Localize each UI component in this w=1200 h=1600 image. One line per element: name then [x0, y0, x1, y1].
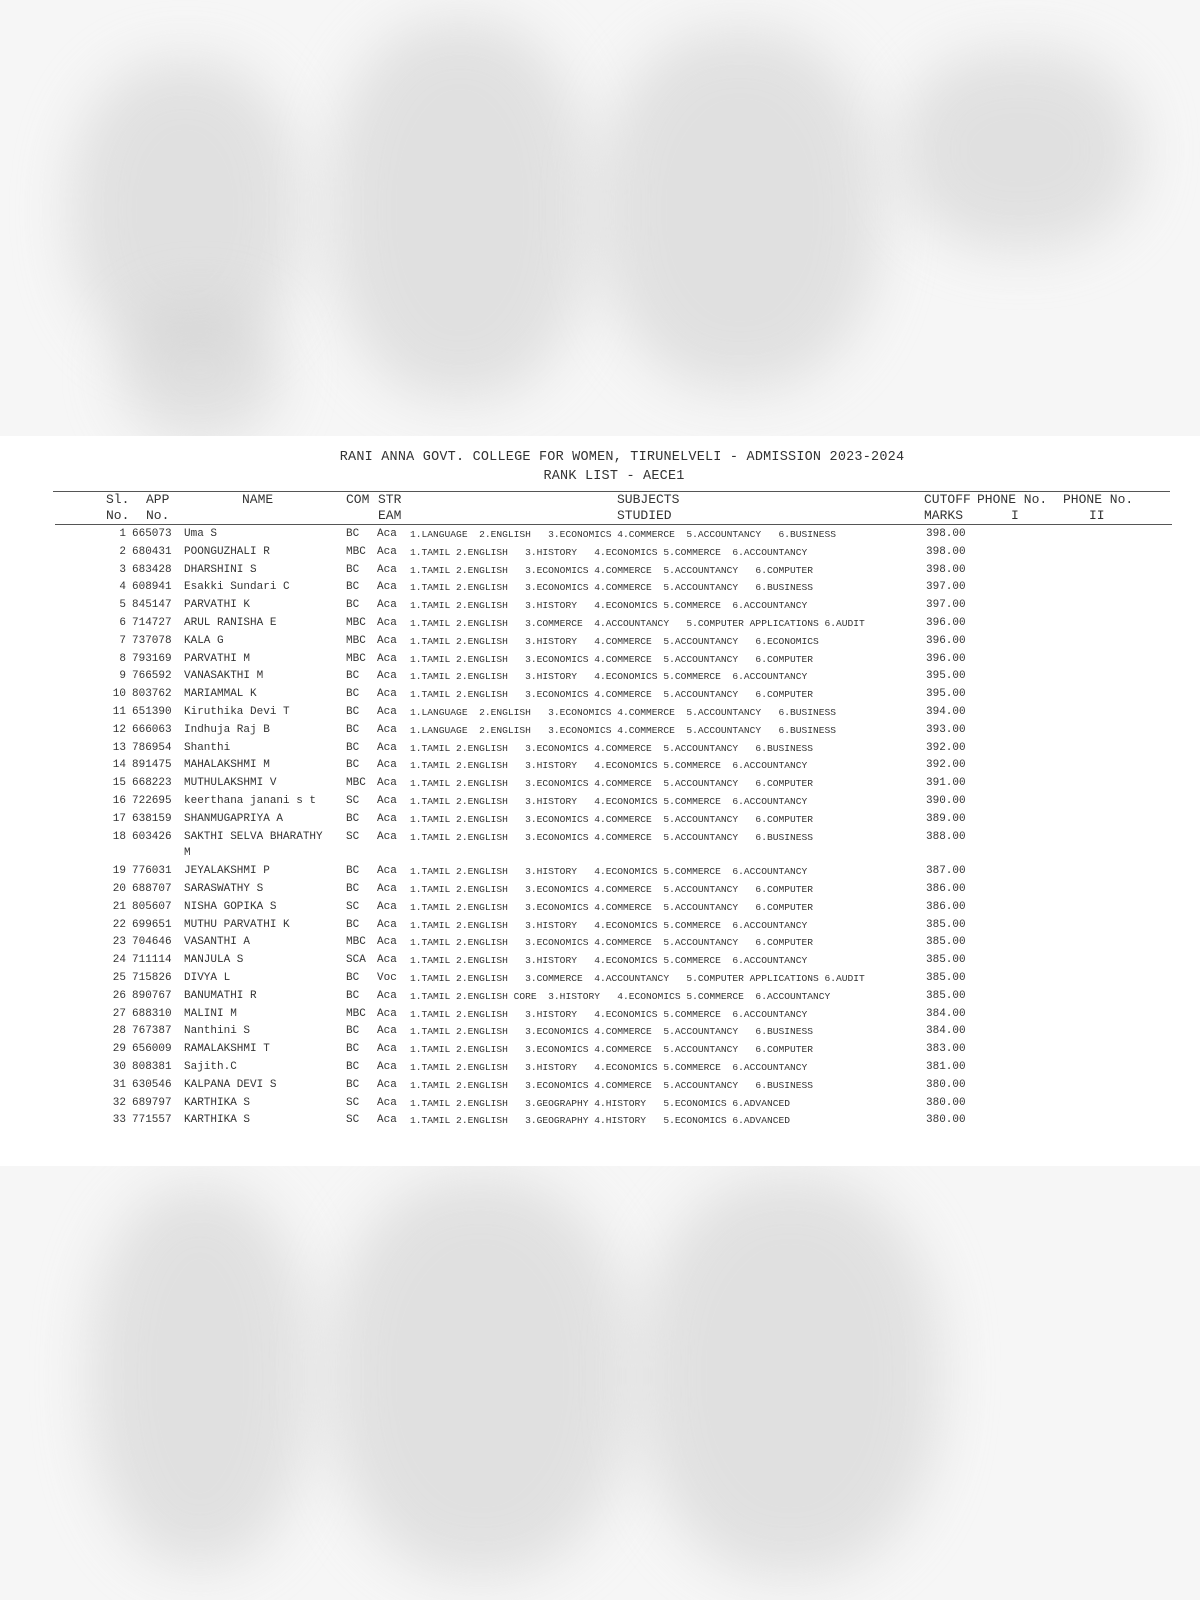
cell-name: RAMALAKSHMI T	[184, 1043, 270, 1056]
cell-community: MBC	[346, 1007, 366, 1020]
cell-name: SARASWATHY S	[184, 882, 264, 895]
cell-subjects: 1.TAMIL 2.ENGLISH 3.HISTORY 4.ECONOMICS 5.COMMERCE 6.ACCOUNTANCY	[410, 760, 808, 772]
cell-subjects: 1.TAMIL 2.ENGLISH 3.ECONOMICS 4.COMMERCE 5.ACCOUNTANCY 6.BUSINESS	[410, 582, 814, 594]
table-row	[0, 917, 1200, 935]
cell-stream: Voc	[377, 971, 397, 984]
cell-appno: 786954	[132, 741, 172, 754]
cell-stream: Aca	[377, 1007, 397, 1020]
cell-name: ARUL RANISHA E	[184, 617, 277, 629]
cell-subjects: 1.TAMIL 2.ENGLISH 3.HISTORY 4.ECONOMICS 5.COMMERCE 6.ACCOUNTANCY	[410, 546, 808, 558]
cell-cutoff: 391.00	[926, 777, 966, 790]
header-community: COM	[346, 492, 370, 507]
cell-cutoff: 385.00	[926, 971, 966, 984]
cell-name: KARTHIKA S	[184, 1114, 251, 1127]
table-row	[0, 651, 1200, 669]
cell-name: Kiruthika Devi T	[184, 706, 290, 718]
cell-community: SC	[346, 1114, 360, 1127]
cell-slno: 24	[112, 954, 126, 967]
cell-appno: 688310	[132, 1007, 172, 1020]
cell-community: BC	[346, 882, 360, 895]
header-slno-bottom: No.	[106, 508, 130, 523]
cell-slno: 12	[112, 723, 126, 736]
cell-community: SC	[346, 1096, 360, 1109]
cell-stream: Aca	[377, 545, 397, 558]
cell-slno: 30	[112, 1060, 126, 1073]
table-row	[0, 722, 1200, 740]
cell-cutoff: 392.00	[926, 759, 966, 772]
cell-community: BC	[346, 688, 360, 701]
cell-community: BC	[346, 599, 360, 612]
cell-name: SHANMUGAPRIYA A	[184, 812, 284, 825]
cell-community: BC	[346, 723, 360, 736]
cell-community: MBC	[346, 617, 366, 629]
table-row	[0, 970, 1200, 988]
cell-slno: 27	[112, 1007, 126, 1020]
table-row	[0, 1059, 1200, 1077]
table-row	[0, 793, 1200, 811]
cell-cutoff: 384.00	[926, 1007, 966, 1020]
cell-cutoff: 385.00	[926, 989, 966, 1002]
cell-name: Esakki Sundari C	[184, 581, 290, 594]
table-row	[0, 988, 1200, 1006]
table-row	[0, 881, 1200, 899]
cell-cutoff: 397.00	[926, 581, 966, 594]
table-row	[0, 757, 1200, 775]
cell-stream: Aca	[377, 989, 397, 1002]
cell-slno: 29	[112, 1043, 126, 1056]
cell-subjects: 1.TAMIL 2.ENGLISH 3.ECONOMICS 4.COMMERCE 5.ACCOUNTANCY 6.COMPUTER	[410, 564, 814, 576]
cell-name: KALA G	[184, 634, 224, 647]
cell-stream: Aca	[377, 954, 397, 967]
cell-name: Nanthini S	[184, 1025, 251, 1038]
cell-appno: 890767	[132, 989, 172, 1002]
cell-cutoff: 395.00	[926, 688, 966, 701]
cell-stream: Aca	[377, 900, 397, 913]
cell-subjects: 1.TAMIL 2.ENGLISH 3.HISTORY 4.ECONOMICS 5.COMMERCE 6.ACCOUNTANCY	[410, 1061, 808, 1073]
cell-community: BC	[346, 741, 360, 754]
table-row	[0, 934, 1200, 952]
cell-appno: 603426	[132, 830, 172, 843]
cell-name: DIVYA L	[184, 971, 231, 984]
cell-community: MBC	[346, 652, 366, 665]
cell-name: MARIAMMAL K	[184, 688, 257, 701]
cell-name: JEYALAKSHMI P	[184, 865, 270, 878]
cell-community: BC	[346, 759, 360, 772]
cell-community: BC	[346, 706, 360, 718]
cell-community: SCA	[346, 954, 366, 967]
cell-slno: 17	[112, 812, 126, 825]
blurred-background-bottom	[0, 1166, 1200, 1600]
blurred-background-top	[0, 0, 1200, 436]
cell-appno: 668223	[132, 777, 172, 790]
cell-appno: 767387	[132, 1025, 172, 1038]
cell-name: MUTHU PARVATHI K	[184, 918, 290, 931]
cell-community: MBC	[346, 936, 366, 949]
cell-appno: 776031	[132, 865, 172, 878]
cell-stream: Aca	[377, 777, 397, 790]
cell-subjects: 1.TAMIL 2.ENGLISH 3.HISTORY 4.COMMERCE 5.ACCOUNTANCY 6.ECONOMICS	[410, 635, 819, 647]
cell-appno: 805607	[132, 900, 172, 913]
cell-community: BC	[346, 812, 360, 825]
cell-cutoff: 396.00	[926, 634, 966, 647]
cell-slno: 11	[112, 706, 126, 718]
table-row	[0, 562, 1200, 580]
cell-slno: 22	[112, 918, 126, 931]
cell-cutoff: 393.00	[926, 723, 966, 736]
cell-stream: Aca	[377, 563, 397, 576]
cell-appno: 651390	[132, 706, 172, 718]
cell-stream: Aca	[377, 918, 397, 931]
cell-slno: 31	[112, 1078, 126, 1091]
cell-slno: 7	[119, 634, 126, 647]
cell-stream: Aca	[377, 634, 397, 647]
table-row	[0, 829, 1200, 859]
table-row	[0, 1023, 1200, 1041]
cell-appno: 630546	[132, 1078, 172, 1091]
table-row	[0, 1095, 1200, 1113]
cell-stream: Aca	[377, 581, 397, 594]
table-row	[0, 899, 1200, 917]
cell-community: BC	[346, 1043, 360, 1056]
cell-cutoff: 380.00	[926, 1078, 966, 1091]
cell-appno: 722695	[132, 795, 172, 807]
cell-slno: 10	[112, 688, 126, 701]
cell-subjects: 1.TAMIL 2.ENGLISH 3.ECONOMICS 4.COMMERCE 5.ACCOUNTANCY 6.BUSINESS	[410, 742, 814, 754]
table-row	[0, 615, 1200, 633]
cell-slno: 21	[112, 900, 126, 913]
header-cutoff-top: CUTOFF	[924, 492, 971, 507]
cell-subjects: 1.TAMIL 2.ENGLISH 3.HISTORY 4.ECONOMICS 5.COMMERCE 6.ACCOUNTANCY	[410, 671, 808, 683]
cell-subjects: 1.TAMIL 2.ENGLISH 3.HISTORY 4.ECONOMICS 5.COMMERCE 6.ACCOUNTANCY	[410, 866, 808, 878]
cell-cutoff: 385.00	[926, 936, 966, 949]
cell-appno: 737078	[132, 634, 172, 647]
cell-stream: Aca	[377, 1043, 397, 1056]
cell-subjects: 1.TAMIL 2.ENGLISH 3.ECONOMICS 4.COMMERCE 5.ACCOUNTANCY 6.COMPUTER	[410, 653, 814, 665]
cell-slno: 28	[112, 1025, 126, 1038]
table-row	[0, 579, 1200, 597]
table-row	[0, 597, 1200, 615]
cell-stream: Aca	[377, 795, 397, 807]
header-cutoff-bottom: MARKS	[924, 508, 964, 523]
cell-appno: 689797	[132, 1096, 172, 1109]
cell-appno: 699651	[132, 918, 172, 931]
cell-community: BC	[346, 1025, 360, 1038]
cell-slno: 6	[119, 617, 126, 629]
cell-community: MBC	[346, 634, 366, 647]
cell-cutoff: 398.00	[926, 528, 966, 540]
cell-subjects: 1.TAMIL 2.ENGLISH 3.ECONOMICS 4.COMMERCE 5.ACCOUNTANCY 6.BUSINESS	[410, 1079, 814, 1091]
header-stream-top: STR	[378, 492, 402, 507]
table-row	[0, 1041, 1200, 1059]
cell-community: BC	[346, 1078, 360, 1091]
header-phone1-top: PHONE No.	[977, 492, 1048, 507]
cell-appno: 766592	[132, 670, 172, 683]
table-row	[0, 668, 1200, 686]
cell-subjects: 1.TAMIL 2.ENGLISH 3.ECONOMICS 4.COMMERCE 5.ACCOUNTANCY 6.BUSINESS	[410, 831, 814, 843]
header-phone1-bottom: I	[1011, 508, 1019, 523]
cell-name: VANASAKTHI M	[184, 670, 264, 683]
cell-cutoff: 384.00	[926, 1025, 966, 1038]
cell-slno: 1	[119, 528, 126, 540]
cell-subjects: 1.LANGUAGE 2.ENGLISH 3.ECONOMICS 4.COMMERCE 5.ACCOUNTANCY 6.BUSINESS	[410, 707, 837, 718]
cell-slno: 33	[112, 1114, 126, 1127]
cell-appno: 714727	[132, 617, 172, 629]
table-row	[0, 775, 1200, 793]
cell-slno: 26	[112, 989, 126, 1002]
cell-cutoff: 390.00	[926, 795, 966, 807]
cell-subjects: 1.TAMIL 2.ENGLISH 3.ECONOMICS 4.COMMERCE 5.ACCOUNTANCY 6.COMPUTER	[410, 901, 814, 913]
cell-subjects: 1.LANGUAGE 2.ENGLISH 3.ECONOMICS 4.COMMERCE 5.ACCOUNTANCY 6.BUSINESS	[410, 724, 837, 736]
cell-cutoff: 396.00	[926, 652, 966, 665]
table-row	[0, 863, 1200, 881]
cell-stream: Aca	[377, 528, 397, 540]
cell-subjects: 1.TAMIL 2.ENGLISH CORE 3.HISTORY 4.ECONOMICS 5.COMMERCE 6.ACCOUNTANCY	[410, 990, 831, 1002]
cell-name: SAKTHI SELVA BHARATHY	[184, 830, 323, 843]
cell-community: BC	[346, 971, 360, 984]
cell-name: POONGUZHALI R	[184, 545, 270, 558]
cell-appno: 666063	[132, 723, 172, 736]
cell-name: keerthana janani s t	[184, 795, 317, 807]
cell-subjects: 1.TAMIL 2.ENGLISH 3.GEOGRAPHY 4.HISTORY 5.ECONOMICS 6.ADVANCED	[410, 1097, 790, 1109]
cell-name: VASANTHI A	[184, 936, 251, 949]
header-appno-top: APP	[146, 492, 170, 507]
cell-name: KALPANA DEVI S	[184, 1078, 277, 1091]
cell-appno: 845147	[132, 599, 172, 612]
cell-cutoff: 381.00	[926, 1060, 966, 1073]
cell-stream: Aca	[377, 936, 397, 949]
table-row	[0, 686, 1200, 704]
cell-appno: 680431	[132, 545, 172, 558]
table-row	[0, 952, 1200, 970]
cell-slno: 8	[119, 652, 126, 665]
cell-cutoff: 398.00	[926, 563, 966, 576]
cell-name: MUTHULAKSHMI V	[184, 777, 277, 790]
cell-stream: Aca	[377, 670, 397, 683]
cell-subjects: 1.TAMIL 2.ENGLISH 3.HISTORY 4.ECONOMICS 5.COMMERCE 6.ACCOUNTANCY	[410, 919, 808, 931]
cell-community: SC	[346, 795, 360, 807]
cell-appno: 656009	[132, 1043, 172, 1056]
cell-subjects: 1.TAMIL 2.ENGLISH 3.HISTORY 4.ECONOMICS 5.COMMERCE 6.ACCOUNTANCY	[410, 955, 808, 967]
cell-cutoff: 392.00	[926, 741, 966, 754]
cell-stream: Aca	[377, 1114, 397, 1127]
cell-subjects: 1.TAMIL 2.ENGLISH 3.COMMERCE 4.ACCOUNTANCY 5.COMPUTER APPLICATIONS 6.AUDIT	[410, 618, 865, 629]
cell-slno: 25	[112, 971, 126, 984]
table-row	[0, 526, 1200, 544]
cell-name: MALINI M	[184, 1007, 237, 1020]
cell-stream: Aca	[377, 706, 397, 718]
cell-name: KARTHIKA S	[184, 1096, 251, 1109]
cell-appno: 803762	[132, 688, 172, 701]
cell-community: MBC	[346, 777, 366, 790]
cell-appno: 771557	[132, 1114, 172, 1127]
cell-stream: Aca	[377, 830, 397, 843]
table-row	[0, 704, 1200, 722]
header-subjects-bottom: STUDIED	[617, 508, 672, 523]
cell-subjects: 1.TAMIL 2.ENGLISH 3.ECONOMICS 4.COMMERCE 5.ACCOUNTANCY 6.COMPUTER	[410, 1044, 814, 1056]
cell-community: SC	[346, 830, 360, 843]
cell-slno: 4	[119, 581, 126, 594]
header-name: NAME	[242, 492, 274, 507]
cell-stream: Aca	[377, 617, 397, 629]
cell-slno: 32	[112, 1096, 126, 1109]
cell-appno: 891475	[132, 759, 172, 772]
cell-appno: 793169	[132, 652, 172, 665]
cell-appno: 808381	[132, 1060, 172, 1073]
cell-stream: Aca	[377, 1060, 397, 1073]
cell-name: Sajith.C	[184, 1060, 237, 1073]
cell-slno: 14	[112, 759, 126, 772]
cell-community: MBC	[346, 545, 366, 558]
cell-cutoff: 396.00	[926, 617, 966, 629]
cell-cutoff: 388.00	[926, 830, 966, 843]
cell-appno: 715826	[132, 971, 172, 984]
cell-stream: Aca	[377, 1025, 397, 1038]
rank-list-sheet	[0, 436, 1200, 1166]
cell-stream: Aca	[377, 741, 397, 754]
cell-stream: Aca	[377, 688, 397, 701]
cell-cutoff: 387.00	[926, 865, 966, 878]
header-phone2-top: PHONE No.	[1063, 492, 1134, 507]
header-stream-bottom: EAM	[378, 508, 402, 523]
cell-cutoff: 398.00	[926, 545, 966, 558]
table-row	[0, 1006, 1200, 1024]
cell-cutoff: 383.00	[926, 1043, 966, 1056]
cell-name: DHARSHINI S	[184, 563, 257, 576]
header-subjects-top: SUBJECTS	[617, 492, 680, 507]
cell-name: Shanthi	[184, 741, 231, 754]
cell-community: BC	[346, 865, 360, 878]
cell-name: MANJULA S	[184, 954, 244, 967]
table-row	[0, 1077, 1200, 1095]
cell-subjects: 1.TAMIL 2.ENGLISH 3.HISTORY 4.ECONOMICS 5.COMMERCE 6.ACCOUNTANCY	[410, 600, 808, 612]
cell-subjects: 1.TAMIL 2.ENGLISH 3.ECONOMICS 4.COMMERCE 5.ACCOUNTANCY 6.COMPUTER	[410, 778, 814, 790]
cell-slno: 3	[119, 563, 126, 576]
table-row	[0, 633, 1200, 651]
cell-appno: 683428	[132, 563, 172, 576]
cell-slno: 13	[112, 741, 126, 754]
table-row	[0, 740, 1200, 758]
cell-cutoff: 395.00	[926, 670, 966, 683]
cell-slno: 16	[112, 795, 126, 807]
cell-name: PARVATHI K	[184, 599, 251, 612]
cell-appno: 688707	[132, 882, 172, 895]
cell-slno: 23	[112, 936, 126, 949]
cell-community: BC	[346, 670, 360, 683]
cell-subjects: 1.LANGUAGE 2.ENGLISH 3.ECONOMICS 4.COMMERCE 5.ACCOUNTANCY 6.BUSINESS	[410, 529, 837, 540]
cell-subjects: 1.TAMIL 2.ENGLISH 3.ECONOMICS 4.COMMERCE 5.ACCOUNTANCY 6.COMPUTER	[410, 883, 814, 895]
cell-subjects: 1.TAMIL 2.ENGLISH 3.COMMERCE 4.ACCOUNTANCY 5.COMPUTER APPLICATIONS 6.AUDIT	[410, 972, 865, 984]
cell-appno: 608941	[132, 581, 172, 594]
cell-subjects: 1.TAMIL 2.ENGLISH 3.ECONOMICS 4.COMMERCE 5.ACCOUNTANCY 6.COMPUTER	[410, 937, 814, 949]
cell-name: NISHA GOPIKA S	[184, 900, 277, 913]
cell-name: Uma S	[184, 528, 218, 540]
cell-cutoff: 386.00	[926, 900, 966, 913]
cell-cutoff: 394.00	[926, 706, 966, 718]
cell-slno: 5	[119, 599, 126, 612]
cell-cutoff: 386.00	[926, 882, 966, 895]
header-slno-top: Sl.	[106, 492, 130, 507]
table-row	[0, 1112, 1200, 1130]
cell-slno: 2	[119, 545, 126, 558]
cell-community: SC	[346, 900, 360, 913]
cell-stream: Aca	[377, 1078, 397, 1091]
cell-cutoff: 397.00	[926, 599, 966, 612]
cell-slno: 15	[112, 777, 126, 790]
cell-cutoff: 380.00	[926, 1096, 966, 1109]
cell-stream: Aca	[377, 1096, 397, 1109]
cell-cutoff: 385.00	[926, 954, 966, 967]
cell-cutoff: 380.00	[926, 1114, 966, 1127]
cell-community: BC	[346, 1060, 360, 1073]
cell-community: BC	[346, 563, 360, 576]
document-title: RANI ANNA GOVT. COLLEGE FOR WOMEN, TIRUNELVELI - ADMISSION 2023-2024	[339, 450, 905, 465]
header-appno-bottom: No.	[146, 508, 170, 523]
cell-subjects: 1.TAMIL 2.ENGLISH 3.GEOGRAPHY 4.HISTORY 5.ECONOMICS 6.ADVANCED	[410, 1115, 790, 1127]
cell-community: BC	[346, 528, 360, 540]
cell-cutoff: 385.00	[926, 918, 966, 931]
cell-stream: Aca	[377, 812, 397, 825]
cell-subjects: 1.TAMIL 2.ENGLISH 3.ECONOMICS 4.COMMERCE 5.ACCOUNTANCY 6.COMPUTER	[410, 689, 814, 701]
cell-stream: Aca	[377, 723, 397, 736]
cell-name: MAHALAKSHMI M	[184, 759, 270, 772]
header-bottom-rule	[55, 524, 1172, 525]
cell-stream: Aca	[377, 652, 397, 665]
cell-stream: Aca	[377, 865, 397, 878]
cell-slno: 20	[112, 882, 126, 895]
cell-subjects: 1.TAMIL 2.ENGLISH 3.ECONOMICS 4.COMMERCE 5.ACCOUNTANCY 6.COMPUTER	[410, 813, 814, 825]
cell-stream: Aca	[377, 882, 397, 895]
cell-community: BC	[346, 918, 360, 931]
cell-subjects: 1.TAMIL 2.ENGLISH 3.HISTORY 4.ECONOMICS 5.COMMERCE 6.ACCOUNTANCY	[410, 796, 808, 807]
cell-subjects: 1.TAMIL 2.ENGLISH 3.HISTORY 4.ECONOMICS 5.COMMERCE 6.ACCOUNTANCY	[410, 1008, 808, 1020]
cell-appno: 638159	[132, 812, 172, 825]
cell-name-continued: M	[184, 846, 191, 859]
cell-name: PARVATHI M	[184, 652, 251, 665]
cell-name: Indhuja Raj B	[184, 723, 270, 736]
cell-appno: 704646	[132, 936, 172, 949]
cell-subjects: 1.TAMIL 2.ENGLISH 3.ECONOMICS 4.COMMERCE 5.ACCOUNTANCY 6.BUSINESS	[410, 1026, 814, 1038]
cell-stream: Aca	[377, 599, 397, 612]
cell-cutoff: 389.00	[926, 812, 966, 825]
cell-community: BC	[346, 581, 360, 594]
cell-slno: 19	[112, 865, 126, 878]
table-row	[0, 544, 1200, 562]
table-row	[0, 811, 1200, 829]
cell-stream: Aca	[377, 759, 397, 772]
document-subtitle: RANK LIST - AECE1	[543, 469, 685, 484]
cell-name: BANUMATHI R	[184, 989, 257, 1002]
cell-slno: 9	[119, 670, 126, 683]
cell-community: BC	[346, 989, 360, 1002]
cell-appno: 711114	[132, 954, 172, 967]
cell-appno: 665073	[132, 528, 172, 540]
cell-slno: 18	[112, 830, 126, 843]
header-phone2-bottom: II	[1089, 508, 1105, 523]
